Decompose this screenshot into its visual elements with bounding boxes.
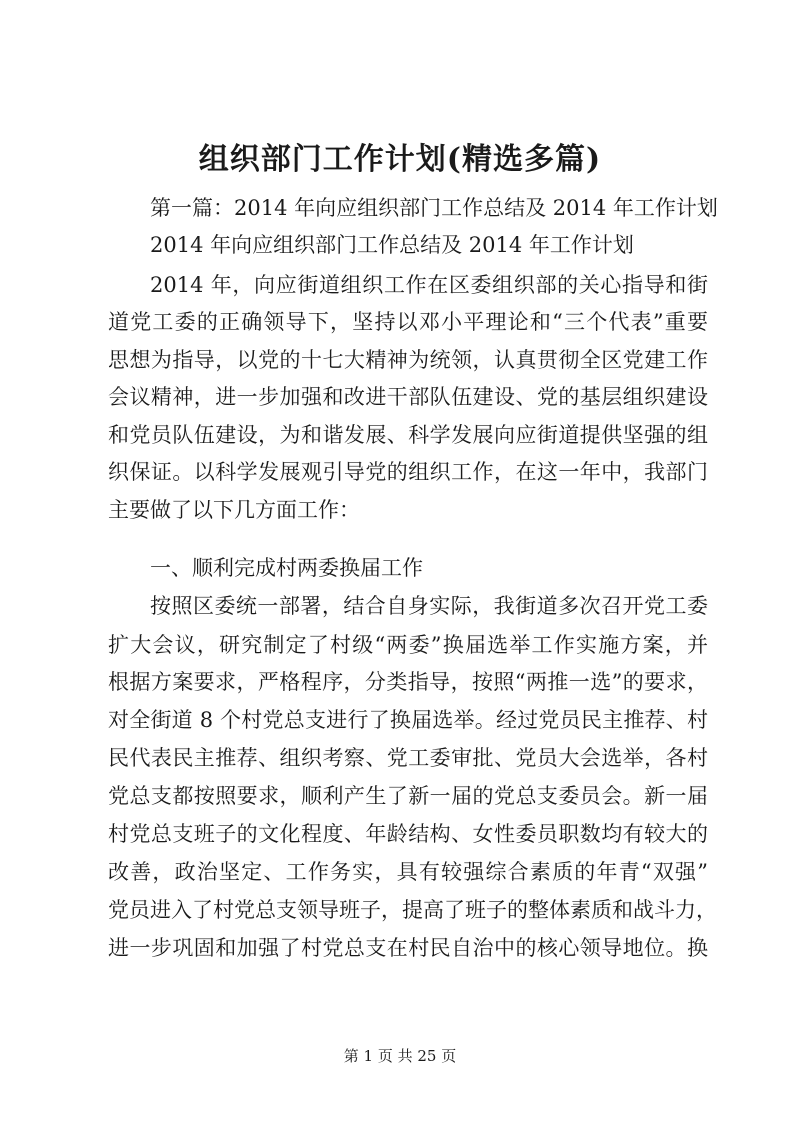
- paragraph-line: 和党员队伍建设，为和谐发展、科学发展向应街道提供坚强的组: [108, 423, 708, 447]
- paragraph-line: 党总支都按照要求，顺利产生了新一届的党总支委员会。新一届: [108, 784, 708, 808]
- list-heading: 一、顺利完成村两委换届工作: [150, 556, 423, 580]
- paragraph-line: 党员进入了村党总支领导班子，提高了班子的整体素质和战斗力，: [108, 898, 717, 922]
- paragraph-line: 织保证。以科学发展观引导党的组织工作，在这一年中，我部门: [108, 460, 708, 484]
- document-title: 组织部门工作计划(精选多篇): [198, 142, 602, 177]
- paragraph-line: 思想为指导，以党的十七大精神为统领，认真贯彻全区党建工作: [108, 348, 708, 372]
- paragraph-line: 改善，政治坚定、工作务实，具有较强综合素质的年青“双强”: [108, 860, 708, 884]
- paragraph-line: 主要做了以下几方面工作：: [108, 498, 360, 522]
- paragraph-line: 道党工委的正确领导下，坚持以邓小平理论和“三个代表”重要: [108, 310, 708, 334]
- paragraph-line: 会议精神，进一步加强和改进干部队伍建设、党的基层组织建设: [108, 385, 708, 409]
- paragraph-line: 进一步巩固和加强了村党总支在村民自治中的核心领导地位。换: [108, 936, 708, 960]
- paragraph-line: 民代表民主推荐、组织考察、党工委审批、党员大会选举，各村: [108, 746, 708, 770]
- paragraph-line: 根据方案要求，严格程序，分类指导，按照“两推一选”的要求，: [108, 670, 708, 694]
- paragraph-line: 对全街道 8 个村党总支进行了换届选举。经过党员民主推荐、村: [108, 708, 708, 732]
- subsection-title: 2014 年向应组织部门工作总结及 2014 年工作计划: [150, 233, 634, 257]
- paragraph-line: 村党总支班子的文化程度、年龄结构、女性委员职数均有较大的: [108, 822, 708, 846]
- paragraph-line: 2014 年，向应街道组织工作在区委组织部的关心指导和街: [150, 273, 708, 297]
- paragraph-line: 按照区委统一部署，结合自身实际，我街道多次召开党工委: [150, 594, 708, 618]
- section-heading: 第一篇：2014 年向应组织部门工作总结及 2014 年工作计划: [150, 196, 718, 220]
- page-number: 第 1 页 共 25 页: [343, 1047, 457, 1065]
- paragraph-line: 扩大会议，研究制定了村级“两委”换届选举工作实施方案，并: [108, 633, 708, 657]
